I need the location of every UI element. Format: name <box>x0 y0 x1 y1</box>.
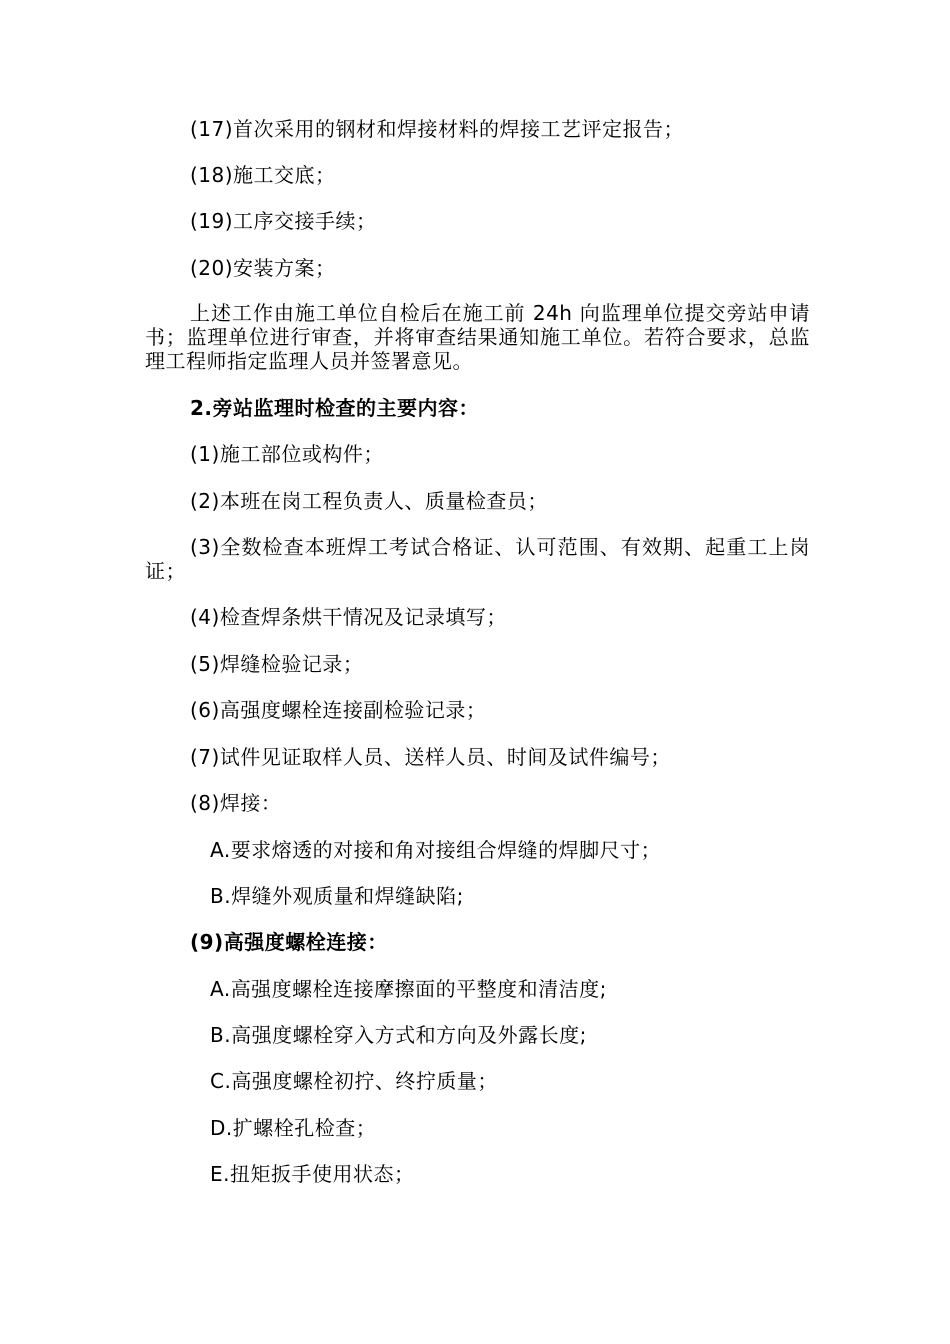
list-item-17: (17)首次采用的钢材和焊接材料的焊接工艺评定报告； <box>190 117 685 141</box>
bolt-subitem-e: E.扭矩扳手使用状态； <box>210 1162 415 1186</box>
check-item-3: (3)全数检查本班焊工考试合格证、认可范围、有效期、起重工上岗证； <box>145 535 810 583</box>
check-item-4: (4)检查焊条烘干情况及记录填写； <box>190 605 507 629</box>
list-item-19: (19)工序交接手续； <box>190 209 377 233</box>
list-item-20: (20)安装方案； <box>190 256 336 280</box>
welding-subitem-b: B.焊缝外观质量和焊缝缺陷; <box>210 884 464 908</box>
check-item-8: (8)焊接： <box>190 791 282 815</box>
bolt-subitem-a: A.高强度螺栓连接摩擦面的平整度和清洁度; <box>210 977 607 1001</box>
check-item-1: (1)施工部位或构件； <box>190 442 384 466</box>
check-item-6: (6)高强度螺栓连接副检验记录； <box>190 698 487 722</box>
bolt-subitem-d: D.扩螺栓孔检查； <box>210 1116 377 1140</box>
check-item-5: (5)焊缝检验记录； <box>190 652 364 676</box>
bolt-heading: (9)高强度螺栓连接： <box>190 930 388 954</box>
bolt-subitem-c: C.高强度螺栓初拧、终拧质量； <box>210 1069 498 1093</box>
section-heading: 2.旁站监理时检查的主要内容： <box>190 396 480 420</box>
list-item-18: (18)施工交底； <box>190 163 336 187</box>
check-item-7: (7)试件见证取样人员、送样人员、时间及试件编号； <box>190 745 671 769</box>
summary-paragraph: 上述工作由施工单位自检后在施工前 24h 向监理单位提交旁站申请书；监理单位进行审查，并将审查结果通知施工单位。若符合要求，总监理工程师指定监理人员并签署意见。 <box>145 301 810 373</box>
welding-subitem-a: A.要求熔透的对接和角对接组合焊缝的焊脚尺寸； <box>210 838 662 862</box>
bolt-subitem-b: B.高强度螺栓穿入方式和方向及外露长度; <box>210 1023 587 1047</box>
check-item-2: (2)本班在岗工程负责人、质量检查员； <box>190 489 548 513</box>
